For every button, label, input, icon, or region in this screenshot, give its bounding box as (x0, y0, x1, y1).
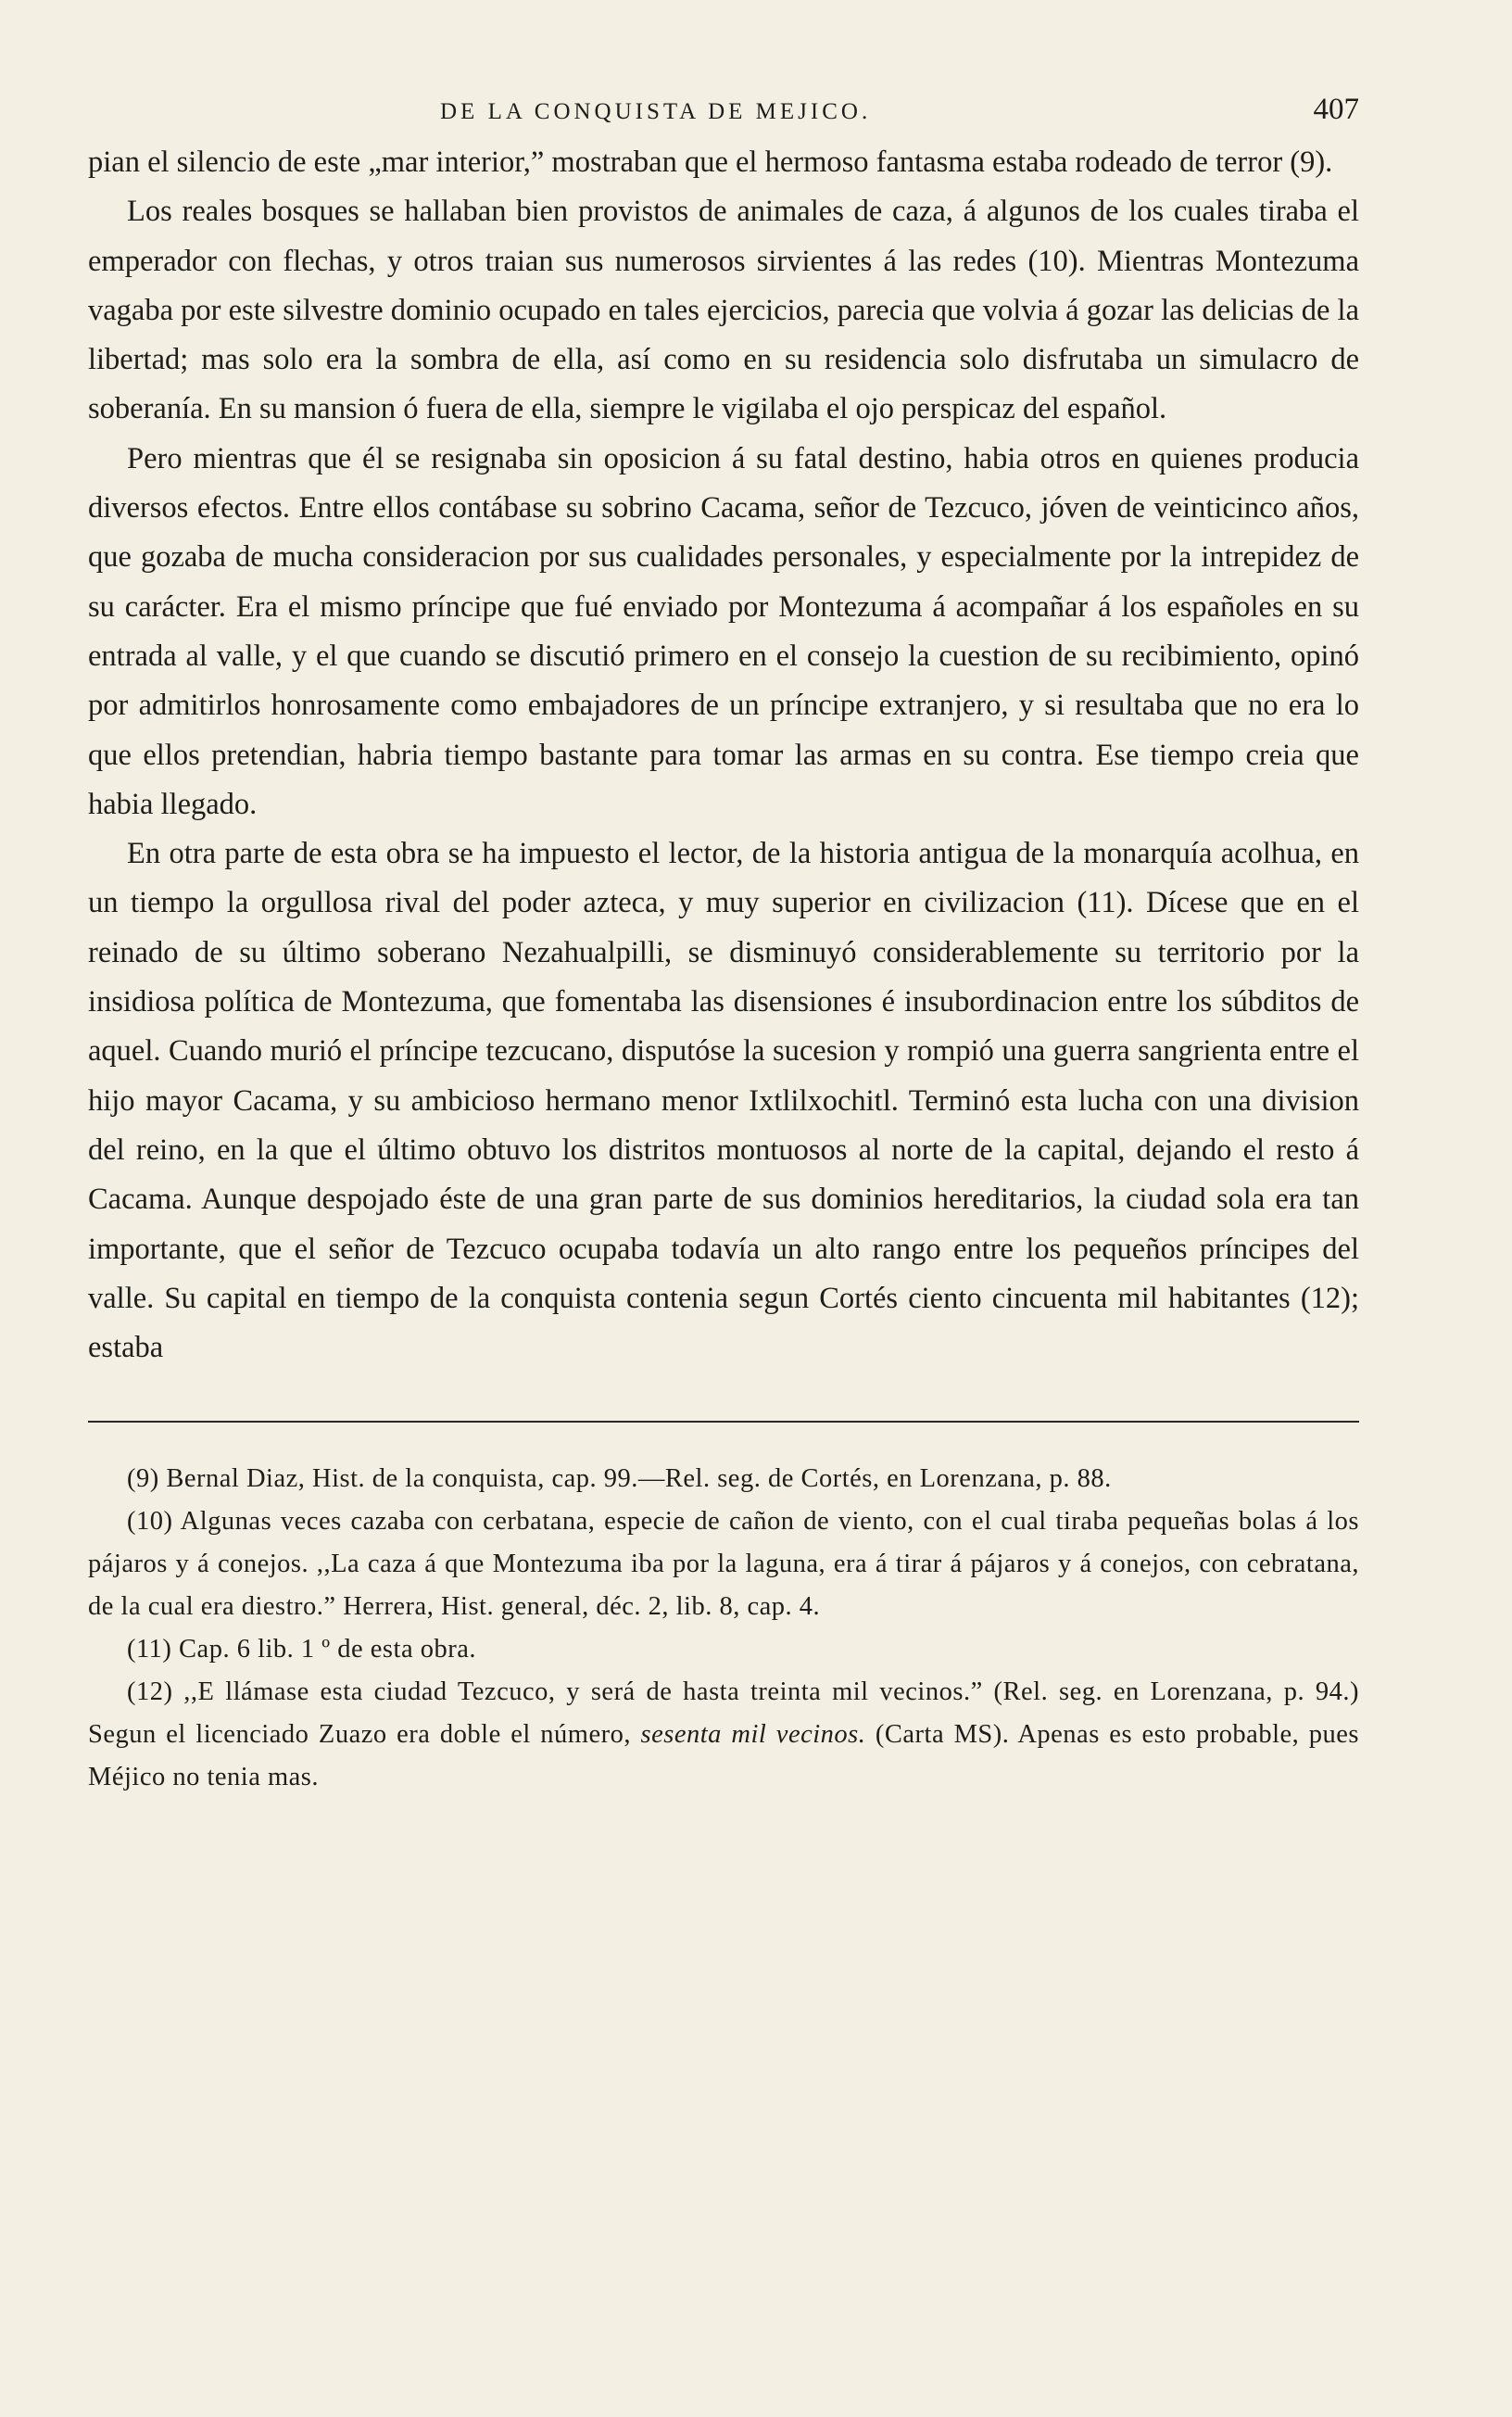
page-number: 407 (1313, 93, 1359, 126)
main-text (88, 138, 1359, 1373)
footnote-9: (9) Bernal Diaz, Hist. de la conquista, cap. 99.—Rel. seg. de Cortés, en Lorenzana, p. 88. (127, 1464, 1112, 1494)
footnote-12 (88, 1671, 1359, 1799)
running-title: DE LA CONQUISTA DE MEJICO. (440, 99, 872, 124)
footnote-11: (11) Cap. 6 lib. 1 º de esta obra. (127, 1635, 476, 1664)
paragraph: Los reales bosques se hallaban bien provistos de animales de caza, á algunos de los cuales tiraba el emperador con flechas, y otros traian sus numerosos sirvientes á las redes (10). Mientras Montezuma vagaba por este silvestre dominio ocupado en tales ejercicios, parecia que volvia á gozar las delicias de la libertad; mas solo era la sombra de ella, así como en su residencia solo disfrutaba un simulacro de soberanía. En su mansion ó fuera de ella, siempre le vigilaba el ojo perspicaz del español. (88, 195, 1359, 426)
running-header (88, 93, 1359, 127)
footnote-10: (10) Algunas veces cazaba con cerbatana, especie de cañon de viento, con el cual tiraba pequeñas bolas á los pájaros y á conejos. ,,La caza á que Montezuma iba por la laguna, era á tirar á pájaros y á conejos, con cebratana, de la cual era diestro.” Herrera, Hist. general, déc. 2, lib. 8, cap. 4. (88, 1507, 1359, 1622)
paragraph: Pero mientras que él se resignaba sin oposicion á su fatal destino, habia otros en quienes producia diversos efectos. Entre ellos contábase su sobrino Cacama, señor de Tezcuco, jóven de veinticinco años, que gozaba de mucha consideracion por sus cualidades personales, y especialmente por la intrepidez de su carácter. Era el mismo príncipe que fué enviado por Montezuma á acompañar á los españoles en su entrada al valle, y el que cuando se discutió primero en el consejo la cuestion de su recibimiento, opinó por admitirlos honrosamente como embajadores de un príncipe extranjero, y si resultaba que no era lo que ellos pretendian, habria tiempo bastante para tomar las armas en su contra. Ese tiempo creia que habia llegado. (88, 441, 1359, 821)
footnote-divider (88, 1421, 1359, 1423)
footnotes (88, 1458, 1359, 1799)
paragraph: En otra parte de esta obra se ha impuesto el lector, de la historia antigua de la monarquía acolhua, en un tiempo la orgullosa rival del poder azteca, y muy superior en civilizacion (11). Dícese que en el reinado de su último soberano Nezahualpilli, se disminuyó considerablemente su territorio por la insidiosa política de Montezuma, que fomentaba las disensiones é insubordinacion entre los súbditos de aquel. Cuando murió el príncipe tezcucano, disputóse la sucesion y rompió una guerra sangrienta entre el hijo mayor Cacama, y su ambicioso hermano menor Ixtlilxochitl. Terminó esta lucha con una division del reino, en la que el último obtuvo los distritos montuosos al norte de la capital, dejando el resto á Cacama. Aunque despojado éste de una gran parte de sus dominios hereditarios, la ciudad sola era tan importante, que el señor de Tezcuco ocupaba todavía un alto rango entre los pequeños príncipes del valle. Su capital en tiempo de la conquista contenia segun Cortés ciento cincuenta mil habitantes (12); estaba (88, 837, 1359, 1365)
paragraph-continued: pian el silencio de este „mar interior,” mostraban que el hermoso fantasma estaba rodeado de terror (9). (88, 146, 1333, 179)
footnote-12-text: (12) ,,E llámase esta ciudad Tezcuco, y será de hasta treinta mil vecinos.” (Rel. seg. en Lorenzana, p. 94.) Segun el licenciado Zuazo era doble el número, (88, 1677, 1359, 1750)
footnote-12-tail: (Carta MS). Apenas es esto probable, pues Méjico no tenia mas. (88, 1720, 1360, 1792)
footnote-12-italic: sesenta mil vecinos. (640, 1720, 866, 1750)
